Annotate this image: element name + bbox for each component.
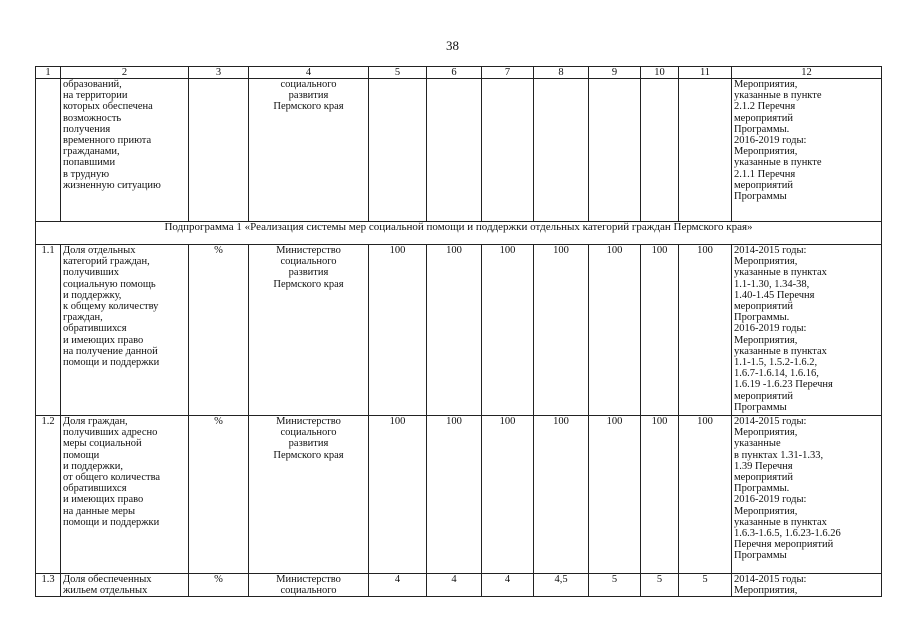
table-row: [36, 416, 882, 574]
value-cell: 100: [589, 245, 641, 416]
value-cell: [534, 79, 589, 222]
value-cell: 100: [369, 416, 427, 574]
table-row: [36, 574, 882, 597]
indicator-name: Доля отдельных категорий граждан, получивших социальную помощь и поддержку, к общему количеству граждан, обратившихся и имеющих право на получение данной помощи и поддержки: [61, 245, 189, 416]
responsible-org: социального развития Пермского края: [249, 79, 369, 222]
table-row: [36, 245, 882, 416]
value-cell: 100: [427, 416, 482, 574]
unit-cell: %: [189, 416, 249, 574]
responsible-org: Министерство социального развития Пермского края: [249, 416, 369, 574]
column-number: 2: [61, 67, 189, 79]
column-number: 7: [482, 67, 534, 79]
value-cell: [482, 79, 534, 222]
value-cell: 4: [369, 574, 427, 597]
activities-cell: Мероприятия, указанные в пункте 2.1.2 Перечня мероприятий Программы. 2016-2019 годы: Мероприятия, указанные в пункте 2.1.1 Перечня мероприятий Программы: [732, 79, 882, 222]
value-cell: 100: [641, 416, 679, 574]
column-number-row: [36, 67, 882, 79]
responsible-org: Министерство социального развития Пермского края: [249, 245, 369, 416]
table-row-continued: [36, 79, 882, 222]
unit-cell: %: [189, 574, 249, 597]
value-cell: 4,5: [534, 574, 589, 597]
activities-cell: 2014-2015 годы: Мероприятия, указанные в пунктах 1.31-1.33, 1.39 Перечня мероприятий Программы. 2016-2019 годы: Мероприятия, указанные в пунктах 1.6.3-1.6.5, 1.6.23-1.6.26 Перечня мероприятий Программы: [732, 416, 882, 574]
value-cell: 100: [482, 416, 534, 574]
value-cell: 100: [589, 416, 641, 574]
activities-cell: 2014-2015 годы: Мероприятия,: [732, 574, 882, 597]
value-cell: [641, 79, 679, 222]
value-cell: 4: [482, 574, 534, 597]
column-number: 4: [249, 67, 369, 79]
value-cell: 100: [369, 245, 427, 416]
value-cell: 4: [427, 574, 482, 597]
value-cell: [589, 79, 641, 222]
indicator-name: Доля граждан, получивших адресно меры социальной помощи и поддержки, от общего количества обратившихся и имеющих право на данные меры помощи и поддержки: [61, 416, 189, 574]
value-cell: 5: [641, 574, 679, 597]
unit-cell: [189, 79, 249, 222]
subprogram-title: Подпрограмма 1 «Реализация системы мер социальной помощи и поддержки отдельных категорий граждан Пермского края»: [36, 222, 882, 245]
column-number: 11: [679, 67, 732, 79]
column-number: 8: [534, 67, 589, 79]
value-cell: 100: [482, 245, 534, 416]
column-number: 9: [589, 67, 641, 79]
row-number: 1.1: [36, 245, 61, 416]
value-cell: 100: [679, 245, 732, 416]
column-number: 12: [732, 67, 882, 79]
column-number: 10: [641, 67, 679, 79]
column-number: 5: [369, 67, 427, 79]
value-cell: 5: [589, 574, 641, 597]
unit-cell: %: [189, 245, 249, 416]
activities-cell: 2014-2015 годы: Мероприятия, указанные в пунктах 1.1-1.30, 1.34-38, 1.40-1.45 Перечня мероприятий Программы. 2016-2019 годы: Мероприятия, указанные в пунктах 1.1-1.5, 1.5.2-1.6.2, 1.6.7-1.6.14, 1.6.16, 1.6.19 -1.6.23 Перечня мероприятий Программы: [732, 245, 882, 416]
value-cell: 100: [427, 245, 482, 416]
responsible-org: Министерство социального: [249, 574, 369, 597]
indicators-table: [35, 66, 882, 597]
row-number: 1.3: [36, 574, 61, 597]
value-cell: 5: [679, 574, 732, 597]
page-number: 38: [446, 38, 459, 53]
indicator-name: Доля обеспеченных жильем отдельных: [61, 574, 189, 597]
row-number: [36, 79, 61, 222]
indicator-name: образований, на территории которых обеспечена возможность получения временного приюта гражданами, попавшими в трудную жизненную ситуацию: [61, 79, 189, 222]
column-number: 1: [36, 67, 61, 79]
row-number: 1.2: [36, 416, 61, 574]
subprogram-row: [36, 222, 882, 245]
column-number: 3: [189, 67, 249, 79]
column-number: 6: [427, 67, 482, 79]
value-cell: 100: [534, 245, 589, 416]
value-cell: [679, 79, 732, 222]
value-cell: [427, 79, 482, 222]
value-cell: 100: [534, 416, 589, 574]
value-cell: 100: [679, 416, 732, 574]
value-cell: 100: [641, 245, 679, 416]
value-cell: [369, 79, 427, 222]
